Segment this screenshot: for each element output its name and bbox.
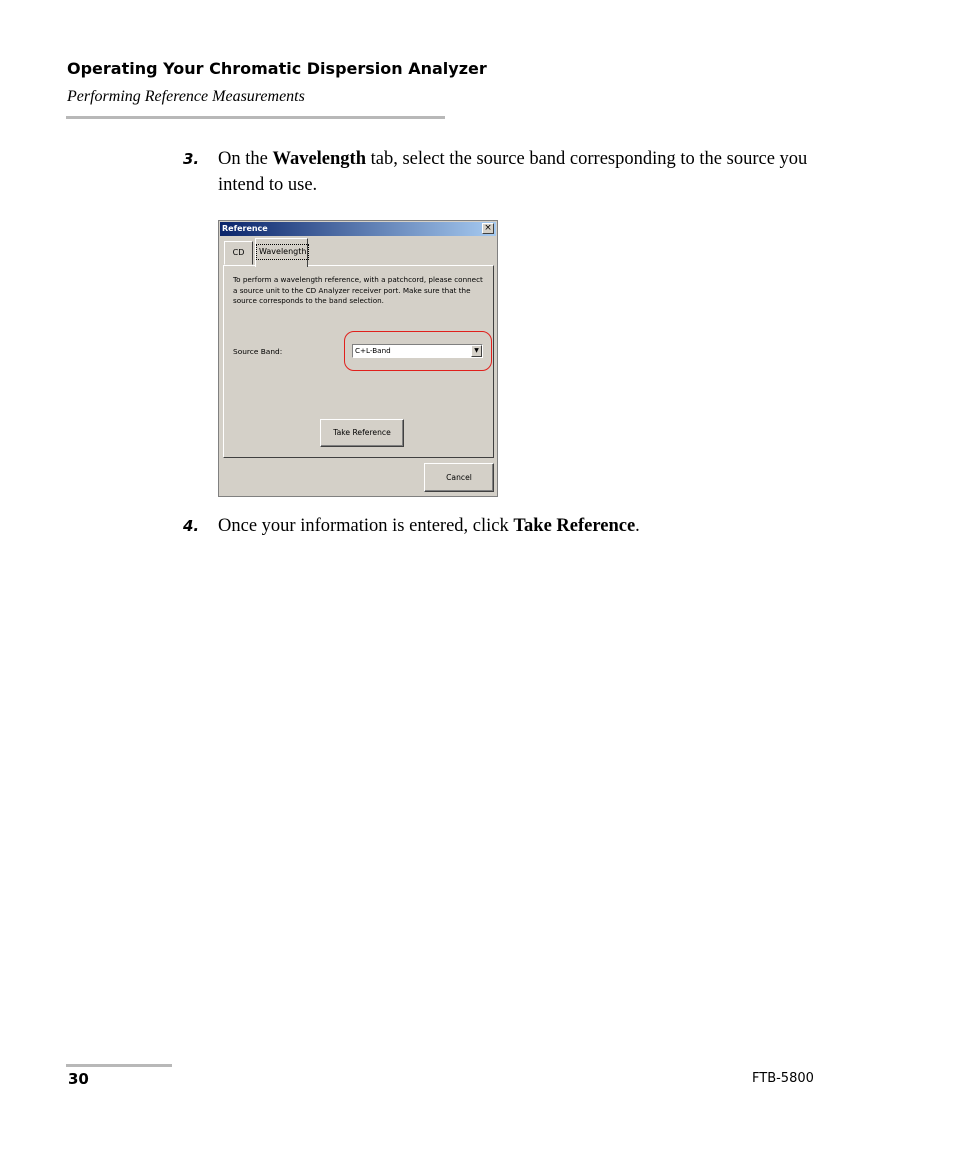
header-rule [66, 116, 445, 119]
instructions-text: To perform a wavelength reference, with a patchcord, please connect a source unit to the CD Analyzer receiver port. Make sure that the source corresponds to the band selection. [233, 275, 483, 305]
tab-cd[interactable]: CD [224, 241, 253, 265]
step-text: Once your information is entered, click Take Reference. [218, 516, 640, 536]
step-text: On the Wavelength tab, select the source band corresponding to the source you intend to use. [218, 149, 808, 195]
step-number: 4. [183, 517, 200, 535]
highlight-circle [344, 331, 492, 371]
step-bold-term: Wavelength [272, 149, 366, 169]
step-number: 3. [183, 150, 200, 168]
reference-dialog [218, 220, 498, 497]
product-model: FTB-5800 [752, 1071, 814, 1086]
tab-wavelength-label: Wavelength [256, 244, 309, 260]
page-number: 30 [68, 1070, 89, 1088]
chevron-down-icon[interactable]: ▼ [471, 345, 482, 357]
section-title: Operating Your Chromatic Dispersion Analyzer [67, 59, 487, 78]
take-reference-button[interactable]: Take Reference [320, 419, 404, 447]
wavelength-panel [223, 265, 494, 458]
section-subtitle: Performing Reference Measurements [67, 88, 305, 105]
source-band-value: C+L-Band [355, 346, 391, 355]
tab-wavelength[interactable] [255, 238, 308, 267]
step-bold-term: Take Reference [513, 516, 636, 536]
source-band-label: Source Band: [233, 347, 283, 356]
cancel-button[interactable]: Cancel [424, 463, 494, 492]
dialog-titlebar [220, 222, 496, 236]
dialog-title: Reference [222, 224, 268, 233]
close-icon[interactable]: × [482, 223, 494, 234]
footer-rule [66, 1064, 172, 1067]
